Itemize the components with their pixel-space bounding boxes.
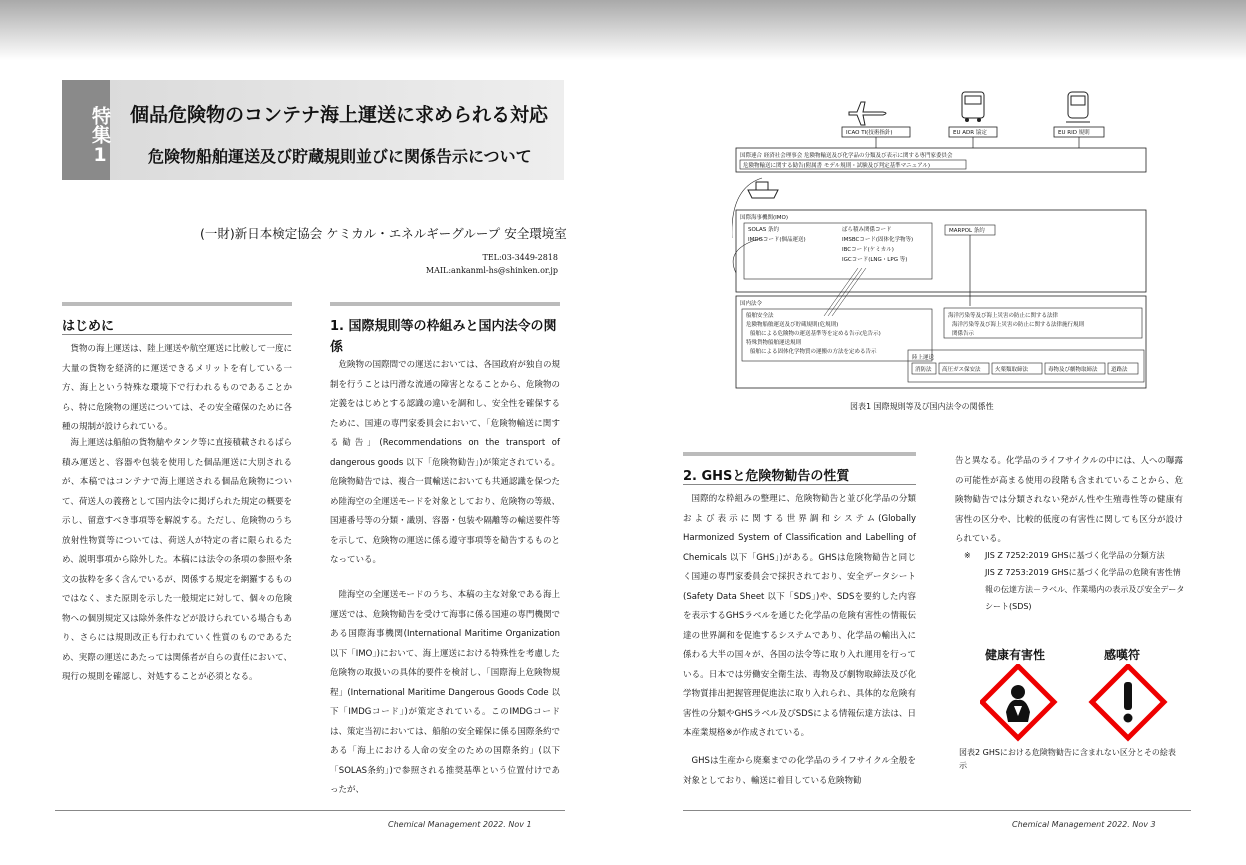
pol-item-3: 関係告示 (952, 331, 975, 337)
dom-item-4: 特殊貨物船舶運送規則 (746, 340, 802, 346)
bulk-label: ばら積み関係コード (842, 227, 892, 233)
airplane-icon (849, 102, 886, 125)
domestic-title: 国内法令 (740, 301, 763, 307)
imo-title: 国際海事機関(IMO) (740, 215, 788, 221)
s1-heading-text: 1. 国際規則等の枠組みと国内法令の関係 (330, 319, 557, 355)
feature-tag: 特集1 (62, 80, 110, 180)
truck-icon (962, 92, 984, 122)
top-shade (0, 0, 1246, 60)
intro-paragraph-2: 海上運送は船舶の貨物艙やタンク等に直接積載されるばら積み運送と、容器や包装を使用した個品運送に大別されるが、本稿ではコンテナで海上運送される個品危険物について、荷送人の義務として国内法令に掲げられた規定の概要を示し、留意すべき事項等を解説する。ただし、危険物のうち放射性物質等については、荷送人が特定の者に限られるため、説明事項から除外した。本稿には法令の条項の参照や条文の抜粋を多く含んでいるが、関係する規定を網羅するものではなく、また原則を示した一般規定に対して、個々の危険物への個別規定又は除外条件などが設けられている場合もあり、さらには規則改正も行われていく性質のものであるため、実際の運送にあたっては関係者が自らの責任において、現行の規則を確認し、対処することが必須となる。 (62, 438, 292, 682)
article-title: 個品危険物のコンテナ海上運送に求められる対応 (130, 104, 549, 126)
adr-label: EU ADR 協定 (953, 130, 987, 136)
s2-paragraph-1: 国際的な枠組みの整理に、危険物勧告と並び化学品の分類および表示に関する世界調和システム(Globally Harmonized System of Classification and Labelling of Chemicals 以下「GHS」)がある。GHSは危険物勧告と同じく国連の専門家委員会で採択されており、安全データシート(Safety Data Sheet 以下「SDS」)や、SDSを要約した内容を表示するGHSラベルを通じた化学品の危険有害性の情報伝達の世界調和を促進するシステムであり、化学品の輸出入に係わる大半の国々が、各国の法令等に取り入れ運用を行っている。日本では労働安全衛生法、毒物及び劇物取締法及び化学物質排出把握管理促進法に取り入れられ、具体的な危険有害性の分類やGHSラベル及びSDSによる情報伝達方法は、日本産業規格※が作成されている。 (683, 494, 916, 738)
footer-rule-left (55, 810, 565, 811)
health-hazard-icon (982, 666, 1054, 738)
intro-rule (62, 334, 292, 335)
contact-tel: TEL:03-3449-2818 (482, 253, 558, 262)
marpol-label: MARPOL 条約 (949, 228, 985, 234)
contact-mail: MAIL:ankanml-hs@shinken.or.jp (425, 266, 558, 275)
imdg-label: IMDGコード(個品運送) (748, 237, 806, 243)
pol-item-1: 海洋汚染等及び海上災害の防止に関する法律 (948, 313, 1059, 319)
author-organization: (一財)新日本検定協会 ケミカル・エネルギーグループ 安全環境室 (200, 226, 567, 241)
dom-item-5: 船舶による固体化学物質の運搬の方法を定める告示 (750, 349, 877, 355)
s2-heading-text: 2. GHSと危険物勧告の性質 (683, 469, 850, 484)
imsbc-label: IMSBCコード(固体化学物等) (842, 237, 914, 243)
footer-rule-right (683, 810, 1191, 811)
rid-label: EU RID 規則 (1058, 130, 1090, 136)
figure-1-diagram (732, 88, 1150, 398)
note-jis-7252: JIS Z 7252:2019 GHSに基づく化学品の分類方法 (985, 551, 1165, 560)
s2-paragraph-2: GHSは生産から廃棄までの化学品のライフサイクル全般を対象としており、輸送に着目している危険物勧 (683, 756, 916, 786)
land-item-5: 道路法 (1111, 367, 1128, 373)
dom-item-3: 船舶による危険物の運送基準等を定める告示(危告示) (750, 331, 881, 337)
figure-2-caption: 図表2 GHSにおける危険物勧告に含まれない区分とその絵表示 (959, 748, 1176, 770)
s2-rule (683, 484, 916, 485)
icao-label: ICAO TI(技術指針) (846, 130, 893, 136)
dom-item-1: 船舶安全法 (746, 313, 774, 319)
ship-icon (748, 182, 778, 198)
intro-paragraph-1: 貨物の海上運送は、陸上運送や航空運送に比較して一度に大量の貨物を経済的に運送できるメリットを有している一方、海上という特殊な環境下で行われるものであることから、特に危険物の運送については、その安全確保のために各種の規制が設けられている。 (62, 344, 292, 432)
igc-label: IGCコード(LNG・LPG 等) (842, 257, 908, 263)
exclamation-label: 感嘆符 (1104, 648, 1141, 662)
footer-left: Chemical Management 2022. Nov 1 (388, 820, 532, 829)
land-item-4: 毒物及び劇物取締法 (1048, 367, 1098, 373)
section-heading-2 (683, 452, 916, 487)
dom-item-2: 危険物船舶運送及び貯蔵規則(危規則) (746, 322, 839, 328)
s1-paragraph-1: 危険物の国際間での運送においては、各国政府が独自の規制を行うことは円滑な流通の障害となることから、危険物の定義をはじめとする認識の違いを調和し、安全性を確保するために、国連の専門家委員会において、「危険物輸送に関する勧告」(Recommendations on the transport of dangerous goods 以下「危険物勧告」)が策定されている。危険物勧告では、複合一貫輸送においても共通認識を保つため陸海空の全運送モードを対象としており、危険物の等級、国連番号等の分類・識別、容器・包装や隔離等の輸送要件等を示して、危険物の運送に係る遵守事項等を勧告するものとなっている。 (330, 360, 560, 565)
note-jis-7253: JIS Z 7253:2019 GHSに基づく化学品の危険有害性情報の伝達方法－ラベル、作業場内の表示及び安全データシート(SDS) (985, 568, 1185, 611)
footer-right: Chemical Management 2022. Nov 3 (1012, 820, 1156, 829)
un-line-1: 国際連合 経済社会理事会 危険物輸送及び化学品の分類及び表示に関する専門家委員会 (740, 153, 953, 159)
note-mark: ※ (964, 551, 971, 560)
land-item-3: 火薬類取締法 (995, 367, 1029, 373)
section-heading-1 (330, 302, 560, 358)
land-item-2: 高圧ガス保安法 (942, 367, 981, 373)
land-title: 陸上運送 (912, 355, 935, 361)
ibc-label: IBCコード(ケミカル) (842, 247, 894, 253)
s2-continued-paragraph: 告と異なる。化学品のライフサイクルの中には、人への曝露の可能性が高まる使用の段階も含まれていることから、危険物勧告では分類されない発がん性や生殖毒性等の健康有害性の区分や、比較的低度の有害性に関しても区分が設けられている。 (955, 456, 1183, 544)
health-hazard-label: 健康有害性 (985, 648, 1046, 662)
solas-label: SOLAS 条約 (748, 227, 780, 233)
figure-1-caption: 図表1 国際規則等及び国内法令の関係性 (850, 402, 994, 411)
exclamation-mark-icon (1092, 666, 1164, 738)
ghs-pictograms (980, 664, 1200, 744)
intro-heading-text: はじめに (62, 319, 115, 334)
s1-paragraph-2: 陸海空の全運送モードのうち、本稿の主な対象である海上運送では、危険物勧告を受けて海事に係る国連の専門機関である国際海事機関(International Maritime Organization 以下「IMO」)において、海上運送における特殊性を考慮した危険物の取扱いの具体的要件を検討し、「国際海上危険物規程」(International Maritime Dangerous Goods Code 以下「IMDGコード」)が策定されている。このIMDGコードは、策定当初においては、船舶の安全確保に係る国際条約である「海上における人命の安全のための国際条約」(以下「SOLAS条約」)で参照される推奨基準という位置付けであったが、 (330, 590, 560, 795)
un-line-2: 危険物輸送に関する勧告(附属書 モデル規則・試験及び判定基準マニュアル) (743, 163, 931, 169)
section-heading-intro (62, 302, 292, 337)
pol-item-2: 海洋汚染等及び海上災害の防止に関する法律施行規則 (952, 322, 1085, 328)
train-icon (1066, 92, 1090, 122)
land-item-1: 消防法 (915, 367, 932, 373)
article-subtitle: 危険物船舶運送及び貯蔵規則並びに関係告示について (148, 147, 532, 166)
